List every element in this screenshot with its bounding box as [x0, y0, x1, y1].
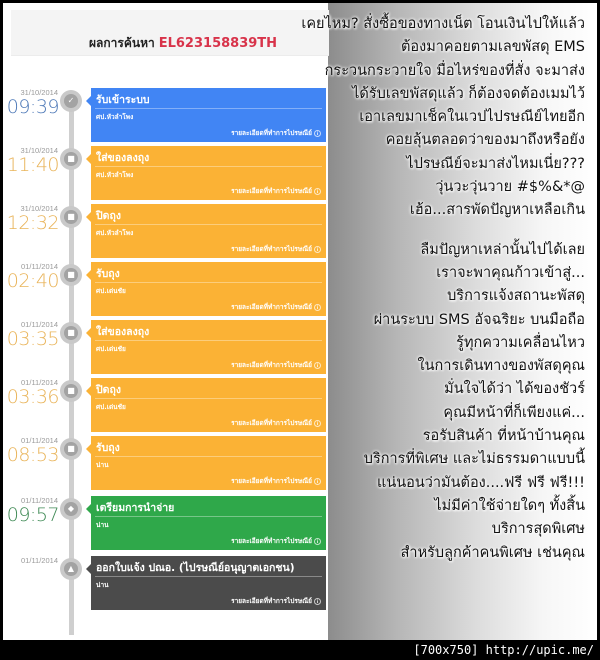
status-title: ใส่ของลงถุง: [96, 152, 150, 164]
entry-time: 08:53: [6, 444, 59, 466]
info-icon[interactable]: i: [314, 304, 321, 311]
status-title: รับถุง: [96, 442, 120, 454]
timeline-node: [60, 264, 82, 286]
post-office-location: น่าน: [96, 461, 109, 469]
notice-icon: ▲: [64, 562, 78, 576]
entry-date: 01/11/2014: [21, 320, 58, 329]
search-result-label: ผลการค้นหา: [89, 36, 155, 50]
post-office-detail-link[interactable]: รายละเอียดที่ทำการไปรษณีย์ i: [231, 302, 321, 312]
entry-date: 31/10/2014: [20, 204, 58, 213]
promo-line: ผ่านระบบ SMS อัจฉริยะ บนมือถือ: [373, 311, 585, 328]
promo-line: เคยไหม? สั่งซื้อของทางเน็ต โอนเงินไปให้แล้ว: [301, 16, 585, 32]
entry-date: 01/11/2014: [21, 378, 58, 387]
promo-line: บริการที่พิเศษ และไม่ธรรมดาแบบนี้: [363, 451, 585, 468]
post-office-location: ศป.เด่นชัย: [96, 345, 126, 353]
promo-paragraph-solution: [225, 239, 585, 565]
status-title: ปิดถุง: [96, 210, 121, 222]
promo-line: ไปรษณีย์จะมาส่งไหมเนี่ย???: [406, 155, 585, 172]
promo-line: เราจะพาคุณก้าวเข้าสู่...: [436, 264, 585, 281]
info-icon[interactable]: i: [314, 420, 321, 427]
post-office-location: ศป.เด่นชัย: [96, 287, 126, 295]
timeline-node: [60, 438, 82, 460]
promo-line: ต้องมาคอยตามเลขพัสดุ EMS: [401, 39, 585, 56]
timeline-node: [60, 206, 82, 228]
tracking-number: EL623158839TH: [158, 36, 278, 51]
promo-line: คุณมีหน้าที่ก็เพียงแค่...: [443, 404, 585, 421]
promo-line: บริการแจ้งสถานะพัสดุ: [447, 288, 585, 305]
status-title: ใส่ของลงถุง: [96, 326, 150, 338]
timeline-node: [60, 498, 82, 520]
status-title: รับถุง: [96, 268, 120, 280]
truck-icon: ■: [64, 384, 78, 398]
promo-line: ไม่มีค่าใช้จ่ายใดๆ ทั้งสิ้น: [434, 497, 585, 514]
info-icon[interactable]: i: [314, 598, 321, 605]
promo-line: สำหรับลูกค้าคนพิเศษ เช่นคุณ: [400, 544, 585, 561]
post-office-location: ศป.หัวลำโพง: [96, 229, 134, 237]
post-office-location: ศป.เด่นชัย: [96, 403, 126, 411]
post-office-detail-link[interactable]: รายละเอียดที่ทำการไปรษณีย์ i: [231, 186, 321, 196]
info-icon[interactable]: i: [314, 130, 321, 137]
entry-time: 11:40: [6, 154, 59, 176]
promo-line: รู้ทุกความเคลื่อนไหว: [456, 334, 585, 351]
promo-line: เฮ้อ...สารพัดปัญหาเหลือเกิน: [409, 202, 585, 219]
info-icon[interactable]: i: [314, 538, 321, 545]
promo-line: วุ่นวะวุ่นวาย #$%&*@: [435, 179, 585, 196]
info-icon[interactable]: i: [314, 246, 321, 253]
entry-time: 02:40: [6, 270, 59, 292]
promo-text-block: [225, 13, 585, 565]
timeline-node: [60, 380, 82, 402]
promo-line: เอาเลขมาเช็คในเวปไปรษณีย์ไทยอีก: [359, 109, 585, 126]
post-office-detail-link[interactable]: รายละเอียดที่ทำการไปรษณีย์ i: [231, 596, 321, 606]
promo-line: ลืมปัญหาเหล่านั้นไปได้เลย: [420, 241, 585, 258]
status-title: ปิดถุง: [96, 384, 121, 396]
promo-line: แน่นอนว่ามันต้อง....ฟรี ฟรี ฟรี!!!: [376, 474, 585, 491]
promo-line: ในการเดินทางของพัสดุคุณ: [417, 358, 585, 375]
info-icon[interactable]: i: [314, 188, 321, 195]
post-office-detail-link[interactable]: รายละเอียดที่ทำการไปรษณีย์ i: [231, 418, 321, 428]
check-icon: ✓: [64, 94, 78, 108]
post-office-detail-link[interactable]: รายละเอียดที่ทำการไปรษณีย์ i: [231, 536, 321, 546]
promo-line: ได้รับเลขพัสดุแล้ว ก็ต้องจดต้องเมมไว้: [352, 85, 585, 102]
entry-time: 03:36: [6, 386, 59, 408]
post-office-detail-link[interactable]: รายละเอียดที่ทำการไปรษณีย์ i: [231, 128, 321, 138]
timeline-node: [60, 90, 82, 112]
entry-time: 12:32: [6, 212, 59, 234]
truck-icon: ■: [64, 152, 78, 166]
entry-time: 09:57: [6, 504, 59, 526]
status-title: เตรียมการนำจ่าย: [96, 502, 175, 514]
post-office-location: น่าน: [96, 581, 109, 589]
promo-line: รอรับสินค้า ที่หน้าบ้านคุณ: [422, 428, 585, 445]
entry-date: 01/11/2014: [21, 556, 58, 565]
entry-date: 01/11/2014: [21, 436, 58, 445]
truck-icon: ■: [64, 210, 78, 224]
entry-date: 01/11/2014: [21, 262, 58, 271]
promo-paragraph-problem: [225, 13, 585, 223]
timeline-node: [60, 558, 82, 580]
entry-date: 31/10/2014: [20, 146, 58, 155]
truck-icon: ■: [64, 268, 78, 282]
delivery-icon: ◆: [64, 502, 78, 516]
status-title: รับเข้าระบบ: [96, 94, 150, 106]
entry-date: 01/11/2014: [21, 496, 58, 505]
post-office-location: ศป.หัวลำโพง: [96, 171, 134, 179]
info-icon[interactable]: i: [314, 362, 321, 369]
watermark: [700x750] http://upic.me/: [413, 643, 594, 657]
timeline-node: [60, 148, 82, 170]
status-title: ออกใบแจ้ง ปณอ. (ไปรษณีย์อนุญาตเอกชน): [96, 562, 295, 574]
info-icon[interactable]: i: [314, 478, 321, 485]
post-office-detail-link[interactable]: รายละเอียดที่ทำการไปรษณีย์ i: [231, 360, 321, 370]
post-office-location: ศป.หัวลำโพง: [96, 113, 134, 121]
timeline-line: [69, 95, 74, 635]
timeline-node: [60, 322, 82, 344]
entry-time: 03:35: [6, 328, 59, 350]
promo-line: คอยลุ้นตลอดว่าของมาถึงหรือยัง: [385, 132, 585, 149]
promo-line: บริการสุดพิเศษ: [491, 521, 585, 538]
entry-time: 09:39: [6, 96, 59, 118]
post-office-detail-link[interactable]: รายละเอียดที่ทำการไปรษณีย์ i: [231, 244, 321, 254]
post-office-detail-link[interactable]: รายละเอียดที่ทำการไปรษณีย์ i: [231, 476, 321, 486]
promo-line: กระวนกระวายใจ มื่อไหร่ของที่สั่ง จะมาส่ง: [324, 62, 585, 79]
truck-icon: ■: [64, 442, 78, 456]
entry-date: 31/10/2014: [20, 88, 58, 97]
promo-line: มั่นใจได้ว่า ได้ของชัวร์: [444, 381, 585, 398]
post-office-location: น่าน: [96, 521, 109, 529]
screenshot-frame: [3, 3, 597, 640]
truck-icon: ■: [64, 326, 78, 340]
